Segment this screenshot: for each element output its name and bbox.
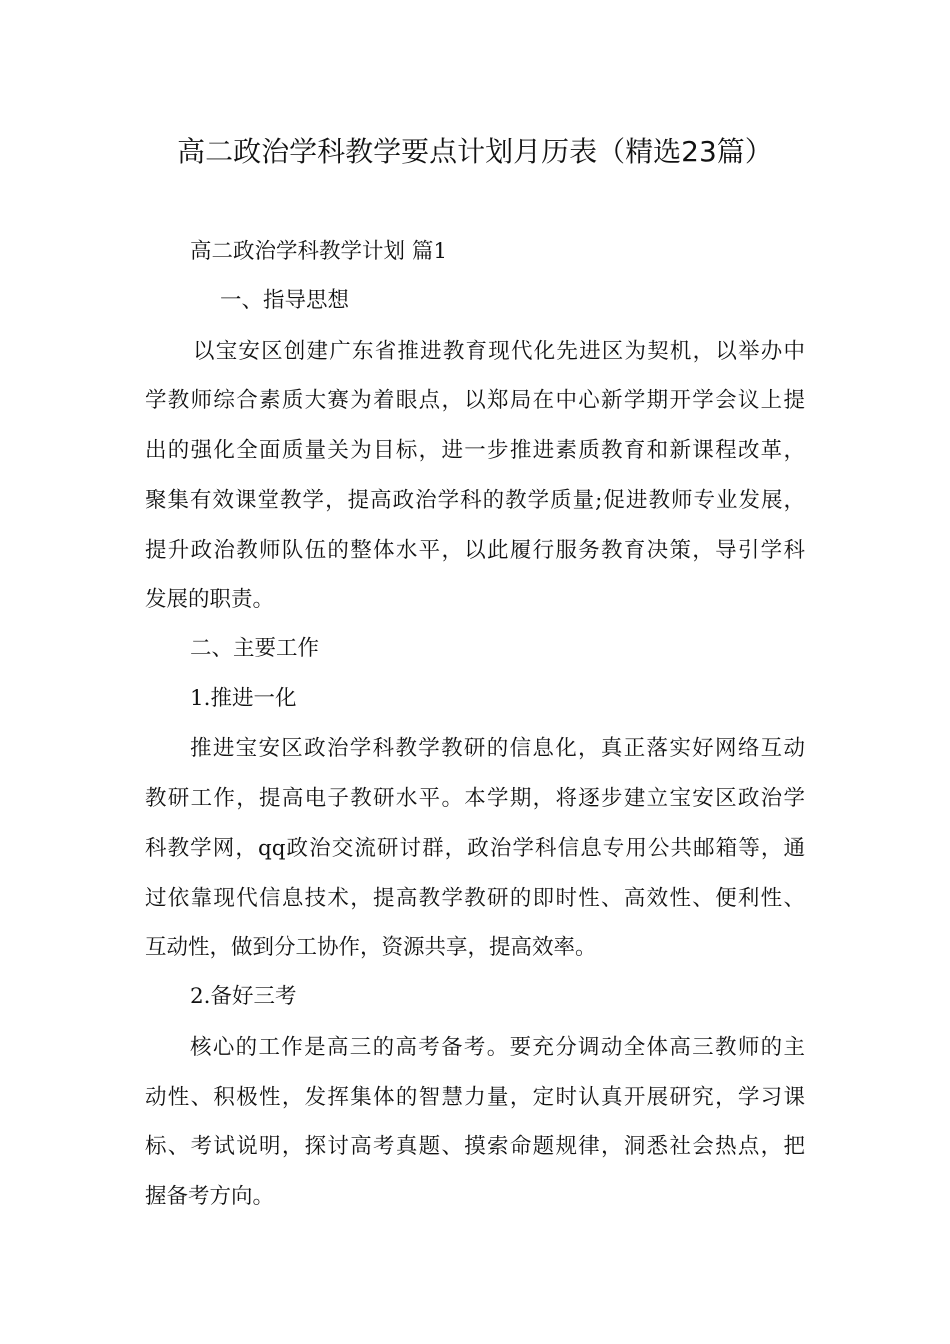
paragraph-line: 以宝安区创建广东省推进教育现代化先进区为契机，以举办中 bbox=[193, 339, 805, 364]
part2-heading: 二、主要工作 bbox=[190, 636, 320, 661]
paragraph-line: 握备考方向。 bbox=[145, 1184, 275, 1209]
item1-heading: 1.推进一化 bbox=[190, 686, 297, 711]
paragraph-line: 过依靠现代信息技术，提高教学教研的即时性、高效性、便利性、 bbox=[145, 886, 805, 911]
document-title: 高二政治学科教学要点计划月历表（精选23篇） bbox=[177, 135, 773, 168]
paragraph-line: 推进宝安区政治学科教学教研的信息化，真正落实好网络互动 bbox=[190, 736, 805, 761]
paragraph-line: 聚集有效课堂教学，提高政治学科的教学质量;促进教师专业发展， bbox=[145, 488, 805, 513]
paragraph-line: 教研工作，提高电子教研水平。本学期，将逐步建立宝安区政治学 bbox=[145, 786, 805, 811]
part1-heading: 一、指导思想 bbox=[220, 288, 350, 313]
paragraph-line: 科教学网，qq政治交流研讨群，政治学科信息专用公共邮箱等，通 bbox=[145, 836, 805, 861]
paragraph-line: 核心的工作是高三的高考备考。要充分调动全体高三教师的主 bbox=[190, 1035, 805, 1060]
paragraph-line: 提升政治教师队伍的整体水平，以此履行服务教育决策，导引学科 bbox=[145, 538, 805, 563]
document-body bbox=[145, 0, 805, 1344]
paragraph-line: 学教师综合素质大赛为着眼点，以郑局在中心新学期开学会议上提 bbox=[145, 388, 805, 413]
paragraph-line: 发展的职责。 bbox=[145, 587, 275, 612]
paragraph-line: 出的强化全面质量关为目标，进一步推进素质教育和新课程改革， bbox=[145, 438, 805, 463]
item2-heading: 2.备好三考 bbox=[190, 984, 297, 1009]
paragraph-line: 动性、积极性，发挥集体的智慧力量，定时认真开展研究，学习课 bbox=[145, 1085, 805, 1110]
paragraph-line: 标、考试说明，探讨高考真题、摸索命题规律，洞悉社会热点，把 bbox=[145, 1134, 805, 1159]
paragraph-line: 互动性，做到分工协作，资源共享，提高效率。 bbox=[145, 935, 597, 960]
section-heading: 高二政治学科教学计划 篇1 bbox=[190, 239, 448, 264]
